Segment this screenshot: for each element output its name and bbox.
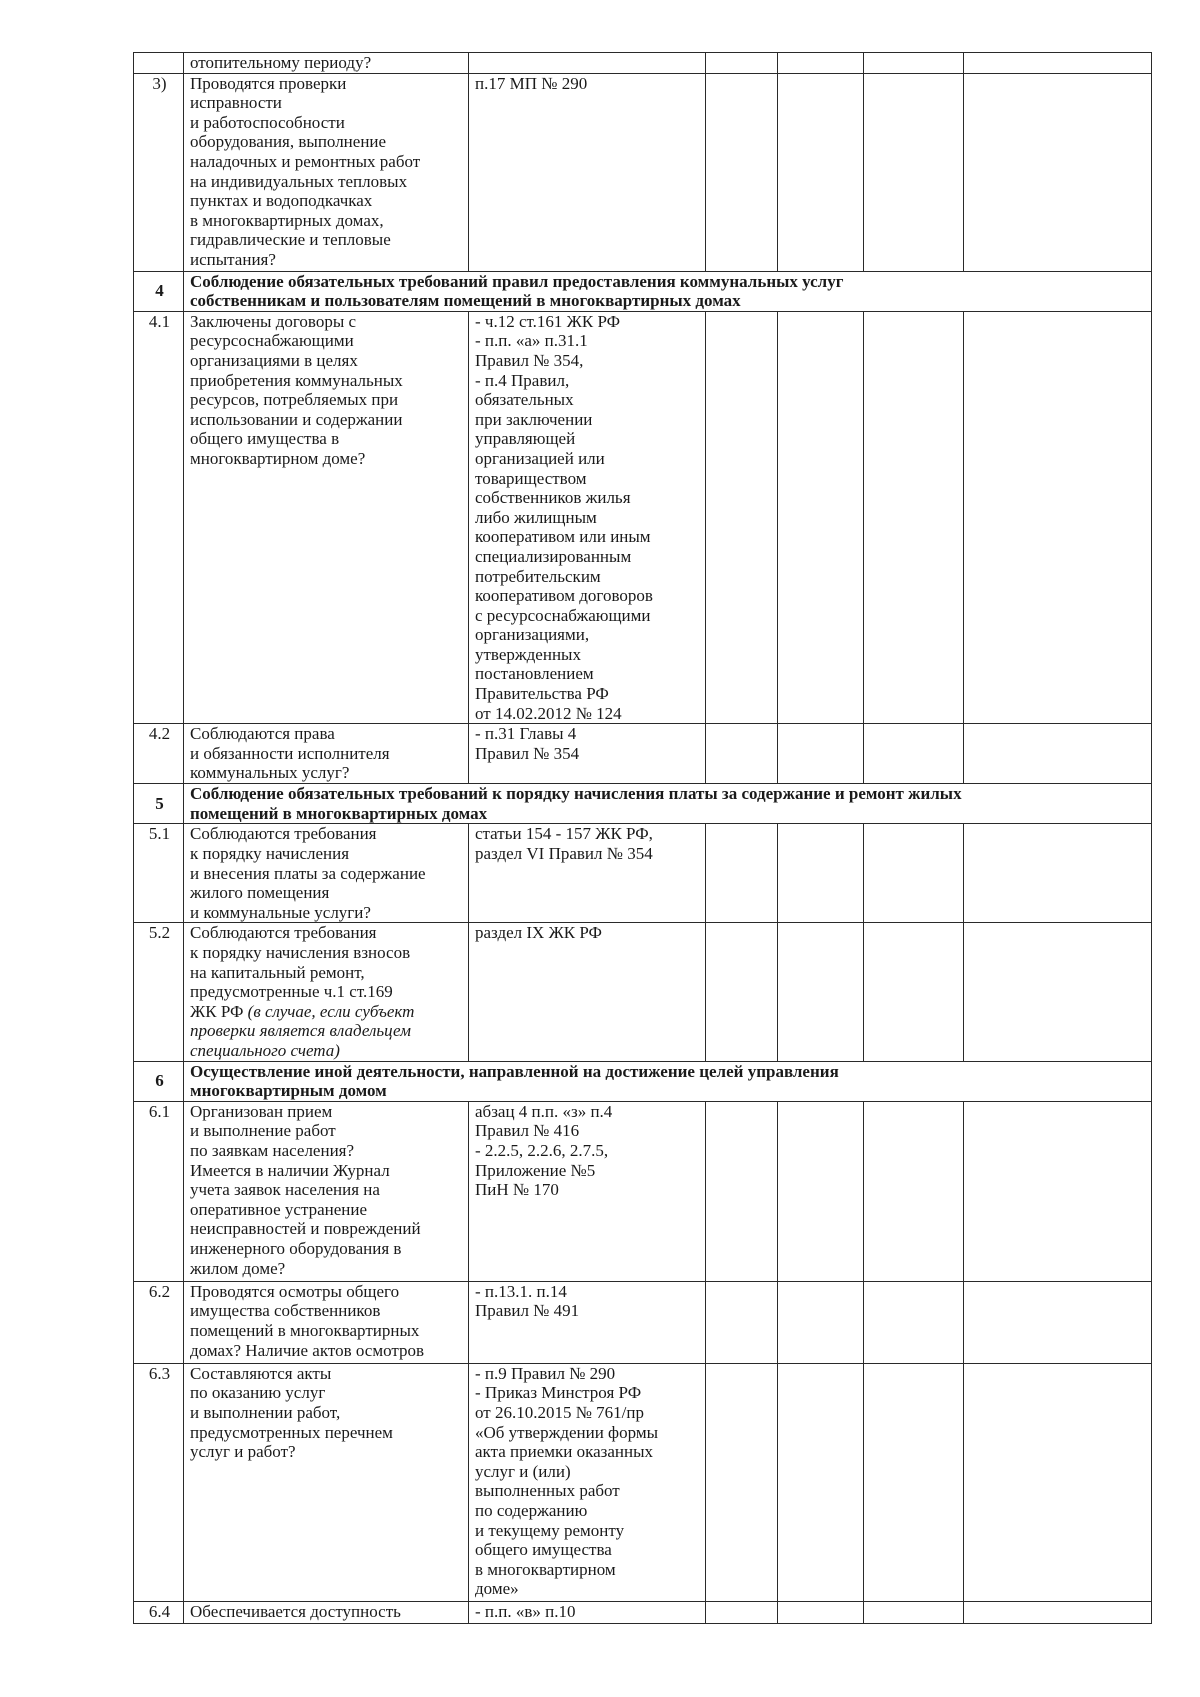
table-row [134,824,1152,923]
basis-cell: - п.п. «в» п.10 [469,1601,706,1623]
answer-na-cell [864,311,964,723]
answer-no-cell [778,1601,864,1623]
question-note: (в случае, если субъект проверки является владельцем специального счета) [190,1001,415,1060]
table-row [134,1101,1152,1281]
table-row [134,73,1152,271]
question-cell: Проводятся осмотры общего имущества собственников помещений в многоквартирных домах? Наличие актов осмотров [184,1281,469,1363]
comment-cell [964,311,1152,723]
section-row [134,271,1152,311]
comment-cell [964,923,1152,1061]
question-cell: Соблюдаются требования к порядку начисления и внесения платы за содержание жилого помещения и коммунальные услуги? [184,824,469,923]
answer-na-cell [864,824,964,923]
table-row [134,53,1152,74]
question-cell [184,923,469,1061]
question-cell: Соблюдаются права и обязанности исполнителя коммунальных услуг? [184,724,469,784]
answer-yes-cell [706,1363,778,1601]
comment-cell [964,1101,1152,1281]
basis-cell: раздел IX ЖК РФ [469,923,706,1061]
answer-yes-cell [706,53,778,74]
row-number: 6.3 [134,1363,184,1601]
row-number: 4.1 [134,311,184,723]
table-row [134,1363,1152,1601]
table-row [134,724,1152,784]
section-number: 6 [134,1061,184,1101]
answer-na-cell [864,1363,964,1601]
comment-cell [964,73,1152,271]
table-row [134,311,1152,723]
answer-yes-cell [706,1601,778,1623]
section-number: 5 [134,784,184,824]
basis-cell [469,53,706,74]
row-number: 5.2 [134,923,184,1061]
answer-na-cell [864,1281,964,1363]
answer-no-cell [778,824,864,923]
comment-cell [964,1363,1152,1601]
row-number: 6.1 [134,1101,184,1281]
answer-yes-cell [706,1281,778,1363]
row-number [134,53,184,74]
answer-yes-cell [706,724,778,784]
row-number: 3) [134,73,184,271]
section-title: Осуществление иной деятельности, направленной на достижение целей управления многоквартирным домом [184,1061,1152,1101]
section-number: 4 [134,271,184,311]
comment-cell [964,724,1152,784]
answer-yes-cell [706,73,778,271]
answer-no-cell [778,53,864,74]
comment-cell [964,824,1152,923]
basis-cell: абзац 4 п.п. «з» п.4 Правил № 416 - 2.2.5, 2.2.6, 2.7.5, Приложение №5 ПиН № 170 [469,1101,706,1281]
section-title: Соблюдение обязательных требований к порядку начисления платы за содержание и ремонт жилых помещений в многоквартирных домах [184,784,1152,824]
section-title: Соблюдение обязательных требований правил предоставления коммунальных услуг собственникам и пользователям помещений в многоквартирных домах [184,271,1152,311]
row-number: 5.1 [134,824,184,923]
answer-yes-cell [706,311,778,723]
table-row [134,1601,1152,1623]
question-cell: Составляются акты по оказанию услуг и выполнении работ, предусмотренных перечнем услуг и работ? [184,1363,469,1601]
answer-na-cell [864,53,964,74]
row-number: 6.2 [134,1281,184,1363]
row-number: 4.2 [134,724,184,784]
question-cell: Заключены договоры с ресурсоснабжающими организациями в целях приобретения коммунальных ресурсов, потребляемых при использовании и содержании общего имущества в многоквартирном доме? [184,311,469,723]
section-row [134,1061,1152,1101]
row-number: 6.4 [134,1601,184,1623]
table-row [134,923,1152,1061]
answer-na-cell [864,1601,964,1623]
question-cell: Обеспечивается доступность [184,1601,469,1623]
table-row [134,1281,1152,1363]
answer-yes-cell [706,824,778,923]
answer-na-cell [864,923,964,1061]
basis-cell: статьи 154 - 157 ЖК РФ, раздел VI Правил № 354 [469,824,706,923]
basis-cell: п.17 МП № 290 [469,73,706,271]
answer-no-cell [778,923,864,1061]
inspection-checklist-table [133,52,1152,1624]
question-cell: Организован прием и выполнение работ по заявкам населения? Имеется в наличии Журнал учета заявок населения на оперативное устранение неисправностей и повреждений инженерного оборудования в жилом доме? [184,1101,469,1281]
basis-cell: - п.9 Правил № 290 - Приказ Минстроя РФ от 26.10.2015 № 761/пр «Об утверждении формы акта приемки оказанных услуг и (или) выполненных работ по содержанию и текущему ремонту общего имущества в многоквартирном доме» [469,1363,706,1601]
answer-no-cell [778,724,864,784]
question-cell: Проводятся проверки исправности и работоспособности оборудования, выполнение наладочных и ремонтных работ на индивидуальных тепловых пунктах и водоподкачках в многоквартирных домах, гидравлические и тепловые испытания? [184,73,469,271]
answer-no-cell [778,73,864,271]
answer-no-cell [778,311,864,723]
question-text: Соблюдаются требования к порядку начисления взносов на капитальный ремонт, предусмотренные ч.1 ст.169 ЖК РФ [190,923,411,1021]
basis-cell: - ч.12 ст.161 ЖК РФ - п.п. «а» п.31.1 Правил № 354, - п.4 Правил, обязательных при заключении управляющей организацией или товариществом собственников жилья либо жилищным кооперативом или иным специализированным потребительским кооперативом договоров с ресурсоснабжающими организациями, утвержденных постановлением Правительства РФ от 14.02.2012 № 124 [469,311,706,723]
section-row [134,784,1152,824]
answer-na-cell [864,1101,964,1281]
answer-na-cell [864,724,964,784]
basis-cell: - п.31 Главы 4 Правил № 354 [469,724,706,784]
answer-no-cell [778,1281,864,1363]
basis-cell: - п.13.1. п.14 Правил № 491 [469,1281,706,1363]
answer-no-cell [778,1101,864,1281]
comment-cell [964,1601,1152,1623]
comment-cell [964,53,1152,74]
answer-no-cell [778,1363,864,1601]
answer-yes-cell [706,1101,778,1281]
question-cell: отопительному периоду? [184,53,469,74]
comment-cell [964,1281,1152,1363]
answer-na-cell [864,73,964,271]
answer-yes-cell [706,923,778,1061]
